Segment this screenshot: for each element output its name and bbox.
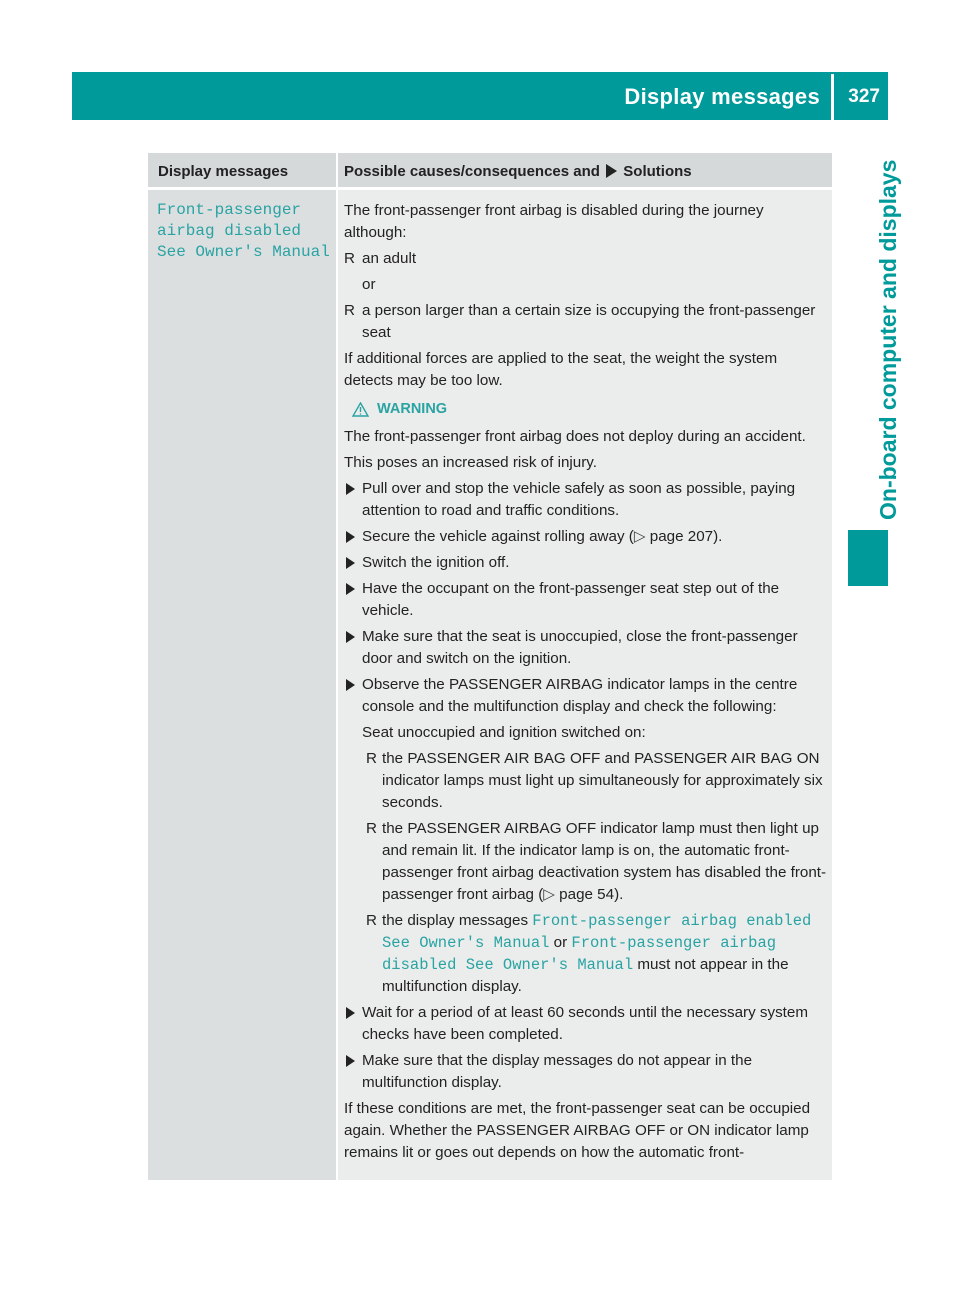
cause-item: R an adult [344, 248, 830, 270]
step-item: Make sure that the display messages do not appear in the multifunction display. [344, 1050, 830, 1094]
bullet-icon: R [344, 250, 355, 267]
side-tab-label: On-board computer and displays [875, 159, 901, 520]
col2-header-solutions: Solutions [623, 163, 692, 180]
page-ref-icon: ▷ [633, 528, 646, 545]
final-text: If these conditions are met, the front-passenger seat can be occupied again. Whether the PASSENGER AIRBAG OFF or ON indicator lamp remains lit or goes out depends on how the automatic front- [344, 1100, 811, 1161]
header-bar [72, 72, 888, 120]
step-item: Have the occupant on the front-passenger seat step out of the vehicle. [344, 578, 830, 622]
messages-table [148, 153, 832, 1180]
step-item: Pull over and stop the vehicle safely as soon as possible, paying attention to road and traffic conditions. [344, 478, 830, 522]
check-item: R the PASSENGER AIRBAG OFF indicator lamp must then light up and remain lit. If the indicator lamp is on, the automatic front-passenger front airbag deactivation system has disabled the front-passenger front airbag (▷ page 54). [366, 820, 827, 903]
play-arrow-icon [346, 583, 355, 595]
warning-text: The front-passenger front airbag does not deploy during an accident. [344, 428, 806, 445]
display-message-inline: Front-passenger airbag enabled See Owner's Manual [382, 912, 812, 952]
forces-text: If additional forces are applied to the seat, the weight the system detects may be too low. [344, 350, 778, 389]
side-tab-block [848, 530, 888, 586]
display-message [157, 200, 330, 263]
message-line: See Owner's Manual [157, 243, 330, 261]
message-cell [148, 190, 336, 1180]
col2-header-text: Possible causes/consequences and [344, 163, 600, 180]
page-number: 327 [848, 86, 880, 107]
solution-cell [338, 190, 832, 1180]
message-line: airbag disabled [157, 222, 302, 240]
page-ref[interactable]: page 207). [649, 528, 723, 545]
col-header-solutions [338, 153, 832, 187]
play-arrow-icon [346, 557, 355, 569]
warning-heading: WARNING [352, 398, 830, 420]
play-arrow-icon [346, 531, 355, 543]
col-header-display-messages: Display messages [148, 153, 336, 187]
page-ref-icon: ▷ [543, 886, 555, 903]
solution-content [344, 200, 830, 1168]
play-arrow-icon [346, 631, 355, 643]
page-ref[interactable]: page 54). [559, 886, 624, 903]
display-message-inline: Front-passenger airbag disabled See Owner's Manual [382, 934, 777, 974]
check-item: R the PASSENGER AIR BAG OFF and PASSENGER AIR BAG ON indicator lamps must light up simultaneously for approximately six seconds. [366, 750, 823, 811]
message-line: Front-passenger [157, 201, 302, 219]
play-arrow-icon [346, 679, 355, 691]
play-arrow-icon [346, 483, 355, 495]
cause-item: R a person larger than a certain size is occupying the front-passenger seat [344, 302, 816, 341]
step-item: Observe the PASSENGER AIRBAG indicator lamps in the centre console and the multifunction display and check the following: [344, 674, 830, 718]
play-arrow-icon [606, 164, 617, 178]
warning-triangle-icon [352, 402, 369, 417]
warning-text: This poses an increased risk of injury. [344, 454, 597, 471]
intro-text: The front-passenger front airbag is disabled during the journey although: [344, 202, 764, 241]
step-item: Wait for a period of at least 60 seconds until the necessary system checks have been completed. [344, 1002, 830, 1046]
section-title: Display messages [624, 84, 820, 109]
or-text: or [362, 276, 376, 293]
header-divider [831, 74, 834, 120]
step-item: Make sure that the seat is unoccupied, close the front-passenger door and switch on the ignition. [344, 626, 830, 670]
bullet-icon: R [366, 820, 377, 837]
bullet-icon: R [344, 302, 355, 319]
play-arrow-icon [346, 1007, 355, 1019]
bullet-icon: R [366, 912, 377, 929]
play-arrow-icon [346, 1055, 355, 1067]
step-sub-text: Seat unoccupied and ignition switched on: [362, 724, 646, 741]
step-item: Secure the vehicle against rolling away (▷ page 207). [344, 526, 830, 548]
step-item: Switch the ignition off. [344, 552, 830, 574]
check-item: R the display messages Front-passenger airbag enabled See Owner's Manual or Front-passenger airbag disabled See Owner's Manual must not appear in the multifunction display. [366, 912, 812, 995]
side-tab [848, 130, 901, 520]
bullet-icon: R [366, 750, 377, 767]
